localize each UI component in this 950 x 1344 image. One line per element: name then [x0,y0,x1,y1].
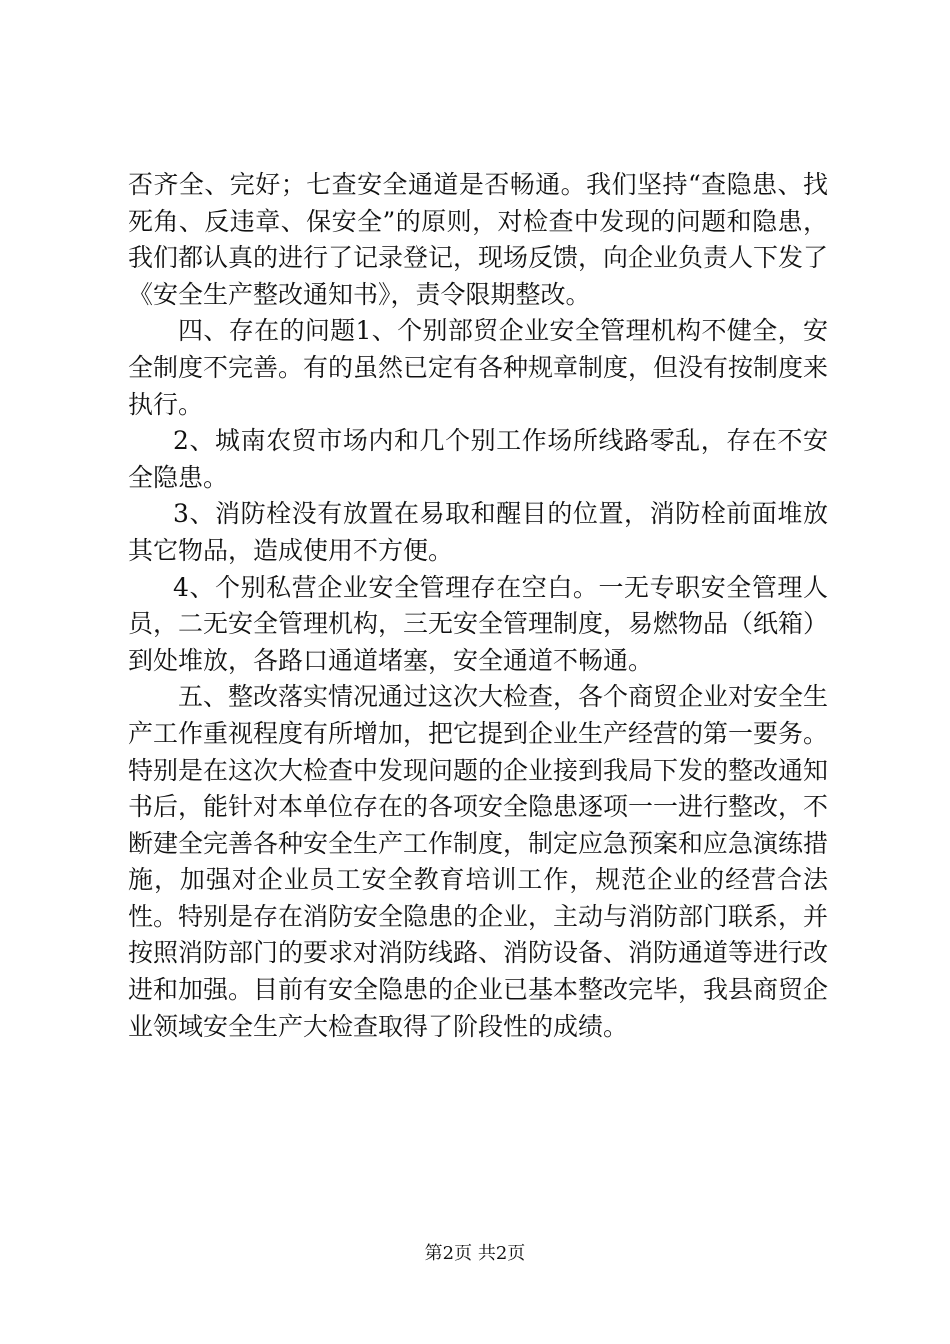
document-body [128,167,828,1045]
paragraph-continuation: 否齐全、完好；七查安全通道是否畅通。我们坚持“查隐患、找死角、反违章、保安全”的原则，对检查中发现的问题和隐患，我们都认真的进行了记录登记，现场反馈，向企业负责人下发了《安全生产整改通知书》，责令限期整改。 [128,170,829,309]
paragraph-section-five: 五、整改落实情况通过这次大检查，各个商贸企业对安全生产工作重视程度有所增加，把它提到企业生产经营的第一要务。特别是在这次大检查中发现问题的企业接到我局下发的整改通知书后，能针对本单位存在的各项安全隐患逐项一一进行整改，不断建全完善各种安全生产工作制度，制定应急预案和应急演练措施，加强对企业员工安全教育培训工作，规范企业的经营合法性。特别是存在消防安全隐患的企业，主动与消防部门联系，并按照消防部门的要求对消防线路、消防设备、消防通道等进行改进和加强。目前有安全隐患的企业已基本整改完毕，我县商贸企业领域安全生产大检查取得了阶段性的成绩。 [128,682,829,1041]
paragraph-item-three: 3、消防栓没有放置在易取和醒目的位置，消防栓前面堆放其它物品，造成使用不方便。 [128,499,828,565]
paragraph-section-four: 四、存在的问题1、个别部贸企业安全管理机构不健全，安全制度不完善。有的虽然已定有各种规章制度，但没有按制度来执行。 [128,316,829,419]
paragraph-item-four: 4、个别私营企业安全管理存在空白。一无专职安全管理人员，二无安全管理机构，三无安全管理制度，易燃物品（纸箱）到处堆放，各路口通道堵塞，安全通道不畅通。 [128,572,829,675]
page-footer: 第2页 共2页 [424,1243,526,1264]
paragraph-item-two: 2、城南农贸市场内和几个别工作场所线路零乱，存在不安全隐患。 [128,426,828,492]
